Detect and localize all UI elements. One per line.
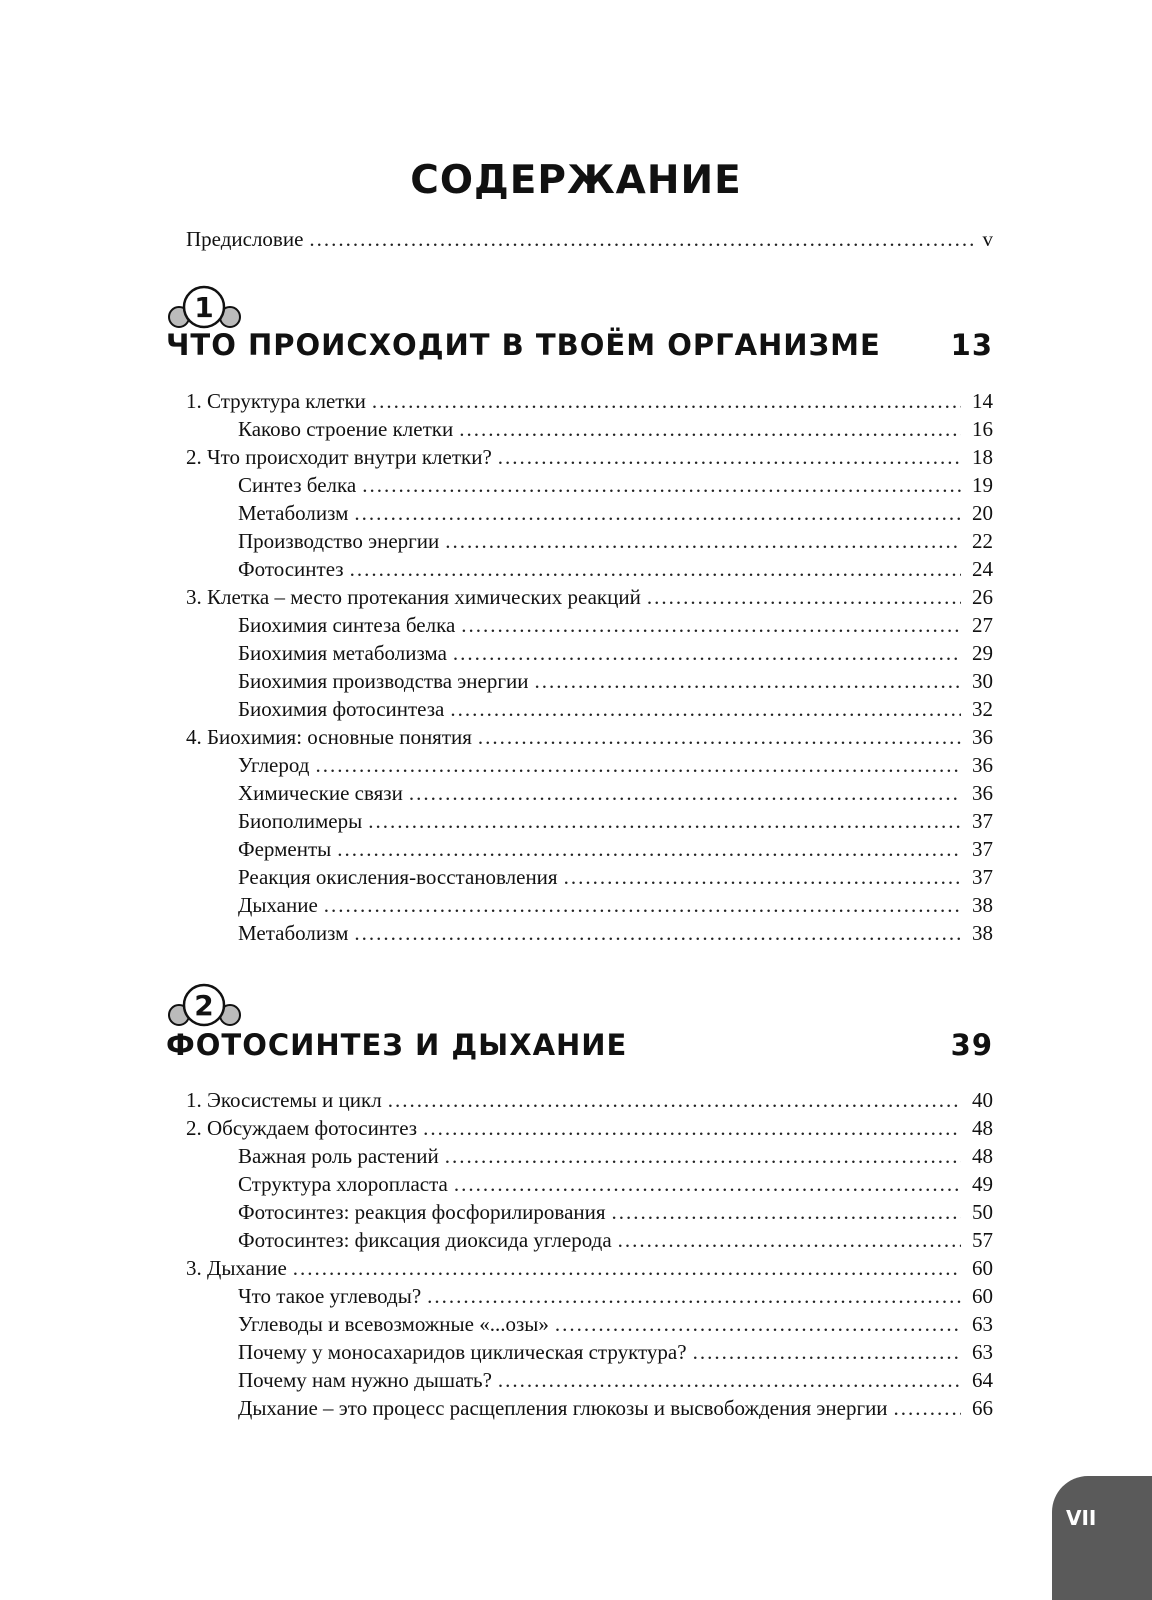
toc-entry-label: Метаболизм — [238, 921, 349, 945]
toc-subentry[interactable] — [238, 807, 993, 835]
toc-entry-label: Фотосинтез: реакция фосфорилирования — [238, 1200, 606, 1224]
dot-leader — [647, 583, 961, 611]
dot-leader — [612, 1198, 961, 1226]
toc-entry-label: Биополимеры — [238, 809, 363, 833]
chapter-number: 1 — [194, 291, 214, 324]
toc-entry-label: 4. Биохимия: основные понятия — [186, 725, 472, 749]
toc-entry-label: Углерод — [238, 753, 310, 777]
toc-entry-label: 1. Экосистемы и цикл — [186, 1088, 382, 1112]
dot-leader — [498, 443, 961, 471]
toc-subentry[interactable] — [238, 695, 993, 723]
toc-entry-page: 20 — [972, 501, 993, 525]
dot-leader — [423, 1114, 961, 1142]
toc-entry-label: Синтез белка — [238, 473, 357, 497]
toc-entry-label: Каково строение клетки — [238, 417, 454, 441]
page-number: VII — [1066, 1506, 1097, 1530]
dot-leader — [555, 1310, 961, 1338]
chapter-number: 2 — [194, 989, 214, 1022]
dot-leader — [459, 415, 961, 443]
toc-entry-preface[interactable] — [186, 225, 993, 253]
toc-subentry[interactable] — [238, 1366, 993, 1394]
toc-entry-label: Что такое углеводы? — [238, 1284, 422, 1308]
toc-entry-page: 18 — [972, 445, 993, 469]
toc-subentry[interactable] — [238, 611, 993, 639]
toc-entry-label: Реакция окисления-восстановления — [238, 865, 558, 889]
page-title: СОДЕРЖАНИЕ — [410, 158, 742, 203]
toc-subentry[interactable] — [238, 919, 993, 947]
toc-entry-label: Почему нам нужно дышать? — [238, 1368, 492, 1392]
toc-subentry[interactable] — [238, 527, 993, 555]
toc-entry-page: 60 — [972, 1256, 993, 1280]
toc-entry-page: 27 — [972, 613, 993, 637]
dot-leader — [478, 723, 961, 751]
dot-leader — [315, 751, 961, 779]
chapter-1-heading[interactable] — [166, 328, 993, 362]
toc-entry-page: 30 — [972, 669, 993, 693]
toc-subentry[interactable] — [238, 639, 993, 667]
toc-entry-page: v — [982, 227, 993, 251]
toc-entry-page: 38 — [972, 921, 993, 945]
toc-subentry[interactable] — [238, 1170, 993, 1198]
toc-subentry[interactable] — [238, 835, 993, 863]
chapter-page: 39 — [950, 1028, 993, 1062]
toc-entry-label: Метаболизм — [238, 501, 349, 525]
toc-entry-label: Производство энергии — [238, 529, 440, 553]
toc-entry-label: 1. Структура клетки — [186, 389, 366, 413]
toc-entry-label: Фотосинтез — [238, 557, 344, 581]
toc-entry[interactable] — [186, 583, 993, 611]
toc-subentry[interactable] — [238, 1310, 993, 1338]
dot-leader — [445, 1142, 961, 1170]
toc-entry-page: 14 — [972, 389, 993, 413]
toc-entry[interactable] — [186, 723, 993, 751]
toc-subentry[interactable] — [238, 499, 993, 527]
toc-subentry[interactable] — [238, 751, 993, 779]
dot-leader — [454, 1170, 961, 1198]
toc-subentry[interactable] — [238, 667, 993, 695]
dot-leader — [372, 387, 961, 415]
toc-entry-label: Биохимия метаболизма — [238, 641, 447, 665]
dot-leader — [427, 1282, 961, 1310]
toc-entry-page: 64 — [972, 1368, 993, 1392]
toc-entry-page: 63 — [972, 1340, 993, 1364]
toc-subentry[interactable] — [238, 1198, 993, 1226]
toc-entry-page: 60 — [972, 1284, 993, 1308]
toc-entry[interactable] — [186, 1114, 993, 1142]
toc-subentry[interactable] — [238, 1142, 993, 1170]
dot-leader — [368, 807, 961, 835]
toc-entry-page: 36 — [972, 781, 993, 805]
toc-entry-page: 57 — [972, 1228, 993, 1252]
toc-entry[interactable] — [186, 387, 993, 415]
dot-leader — [693, 1338, 961, 1366]
dot-leader — [354, 919, 961, 947]
dot-leader — [453, 639, 961, 667]
toc-subentry[interactable] — [238, 779, 993, 807]
toc-entry-label: 2. Обсуждаем фотосинтез — [186, 1116, 418, 1140]
toc-entry-page: 24 — [972, 557, 993, 581]
toc-entry-page: 36 — [972, 725, 993, 749]
dot-leader — [388, 1086, 961, 1114]
toc-entry-page: 49 — [972, 1172, 993, 1196]
toc-entry-page: 16 — [972, 417, 993, 441]
chapter-2-badge-icon — [164, 982, 244, 1032]
toc-subentry[interactable] — [238, 1338, 993, 1366]
toc-entry-label: Почему у моносахаридов циклическая структура? — [238, 1340, 687, 1364]
chapter-2-heading[interactable] — [166, 1028, 993, 1062]
toc-entry-label: Ферменты — [238, 837, 332, 861]
toc-entry-label: Биохимия производства энергии — [238, 669, 529, 693]
toc-entry-label: 2. Что происходит внутри клетки? — [186, 445, 492, 469]
chapter-title: ФОТОСИНТЕЗ И ДЫХАНИЕ — [166, 1028, 628, 1062]
toc-subentry[interactable] — [238, 1394, 993, 1422]
dot-leader — [564, 863, 961, 891]
dot-leader — [350, 555, 961, 583]
toc-entry-label: Предисловие — [186, 227, 304, 251]
toc-entry-label: Важная роль растений — [238, 1144, 439, 1168]
dot-leader — [337, 835, 961, 863]
toc-entry-page: 38 — [972, 893, 993, 917]
toc-entry-page: 63 — [972, 1312, 993, 1336]
dot-leader — [362, 471, 961, 499]
dot-leader — [309, 225, 976, 253]
toc-entry[interactable] — [186, 1086, 993, 1114]
toc-entry-page: 32 — [972, 697, 993, 721]
toc-entry-label: Фотосинтез: фиксация диоксида углерода — [238, 1228, 612, 1252]
dot-leader — [894, 1394, 961, 1422]
dot-leader — [618, 1226, 961, 1254]
toc-entry-label: Дыхание – это процесс расщепления глюкозы и высвобождения энергии — [238, 1396, 888, 1420]
toc-subentry[interactable] — [238, 555, 993, 583]
toc-entry[interactable] — [186, 1254, 993, 1282]
dot-leader — [354, 499, 961, 527]
toc-entry-page: 36 — [972, 753, 993, 777]
toc-entry-label: Дыхание — [238, 893, 318, 917]
toc-entry-page: 50 — [972, 1200, 993, 1224]
dot-leader — [445, 527, 961, 555]
toc-entry-label: 3. Дыхание — [186, 1256, 287, 1280]
toc-entry-label: 3. Клетка – место протекания химических реакций — [186, 585, 641, 609]
toc-entry-label: Химические связи — [238, 781, 403, 805]
dot-leader — [409, 779, 961, 807]
toc-entry-page: 26 — [972, 585, 993, 609]
toc-entry-page: 48 — [972, 1144, 993, 1168]
chapter-title: ЧТО ПРОИСХОДИТ В ТВОЁМ ОРГАНИЗМЕ — [166, 328, 881, 362]
toc-entry-label: Биохимия фотосинтеза — [238, 697, 445, 721]
toc-entry-label: Углеводы и всевозможные «...озы» — [238, 1312, 549, 1336]
toc-subentry[interactable] — [238, 1226, 993, 1254]
toc-entry-page: 37 — [972, 809, 993, 833]
dot-leader — [450, 695, 961, 723]
dot-leader — [324, 891, 961, 919]
dot-leader — [534, 667, 961, 695]
toc-entry-page: 22 — [972, 529, 993, 553]
dot-leader — [498, 1366, 961, 1394]
toc-entry-page: 29 — [972, 641, 993, 665]
toc-entry-page: 40 — [972, 1088, 993, 1112]
chapter-1-badge-icon — [164, 284, 244, 334]
page-number-tab — [1052, 1476, 1152, 1600]
toc-subentry[interactable] — [238, 891, 993, 919]
toc-entry-page: 66 — [972, 1396, 993, 1420]
toc-subentry[interactable] — [238, 415, 993, 443]
chapter-page: 13 — [950, 328, 993, 362]
dot-leader — [461, 611, 961, 639]
toc-entry-page: 37 — [972, 865, 993, 889]
toc-subentry[interactable] — [238, 1282, 993, 1310]
toc-entry[interactable] — [186, 443, 993, 471]
toc-subentry[interactable] — [238, 471, 993, 499]
toc-entry-page: 37 — [972, 837, 993, 861]
toc-entry-label: Биохимия синтеза белка — [238, 613, 456, 637]
toc-entry-page: 48 — [972, 1116, 993, 1140]
toc-subentry[interactable] — [238, 863, 993, 891]
toc-entry-label: Структура хлоропласта — [238, 1172, 448, 1196]
dot-leader — [293, 1254, 961, 1282]
toc-entry-page: 19 — [972, 473, 993, 497]
